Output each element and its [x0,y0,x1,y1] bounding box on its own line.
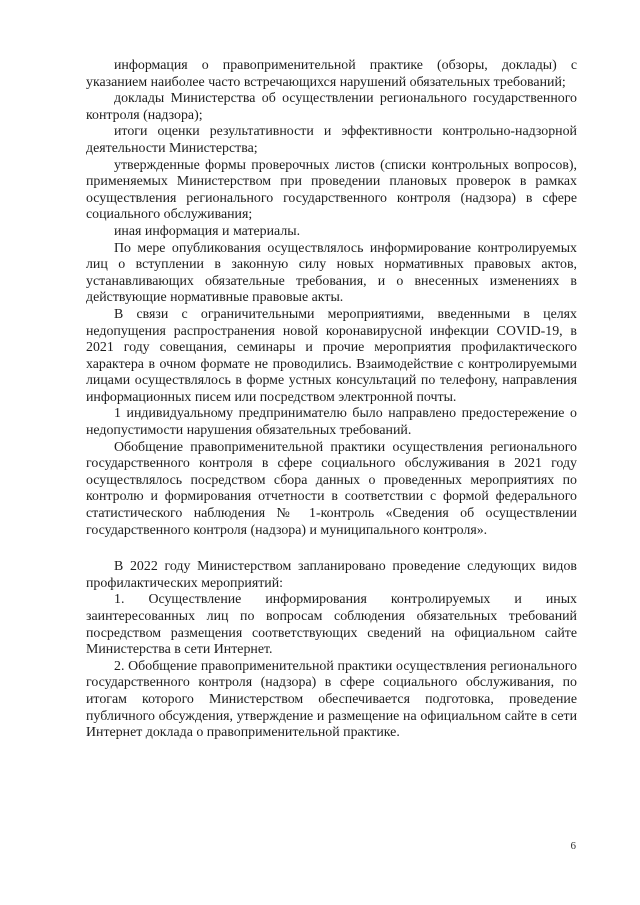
paragraph-covid-restrictions: В связи с ограничительными мероприятиями, введенными в целях недопущения распространения новой коронавирусной инфекции COVID-19, в 2021 году совещания, семинары и прочие мероприятия профилактического характера в очном формате не проводились. Взаимодействие с контролируемыми лицами осуществлялось в форме устных консультаций по телефону, направления информационных писем или посредством электронной почты. [86,306,577,405]
paragraph-ministry-reports: доклады Министерства об осуществлении регионального государственного контроля (надзора); [86,91,577,123]
paragraph-checklist-forms: утвержденные формы проверочных листов (списки контрольных вопросов), применяемых Министерством при проведении плановых проверок в рамках осуществления регионального государственного контроля (надзора) в сфере социального обслуживания; [86,157,577,223]
paragraph-other-info: иная информация и материалы. [114,223,301,239]
document-body [86,58,577,742]
paragraph-evaluation-results: итоги оценки результативности и эффективности контрольно-надзорной деятельности Министерства; [86,124,577,156]
paragraph-warning: 1 индивидуальному предпринимателю было направлено предостережение о недопустимости нарушения обязательных требований. [86,406,577,439]
page-number: 6 [570,840,576,852]
paragraph-generalization: Обобщение правоприменительной практики осуществления регионального государственного контроля в сфере социального обслуживания в 2021 году осуществлялось посредством сбора данных о проведенных мероприятиях по контролю и формирования отчетности в соответствии с формой федерального статистического наблюдения № 1-контроль «Сведения об осуществлении государственного контроля (надзора) и муниципального контроля». [86,439,577,538]
paragraph-informing: По мере опубликования осуществлялось информирование контролируемых лиц о вступлении в законную силу новых нормативных правовых актов, устанавливающих обязательные требования, и о внесенных изменениях в действующие нормативные правовые акты. [86,240,577,306]
list-item-informing: 1. Осуществление информирования контролируемых и иных заинтересованных лиц по вопросам соблюдения обязательных требований посредством размещения соответствующих сведений на официальном сайте Министерства в сети Интернет. [86,592,577,658]
paragraph-plan-2022: В 2022 году Министерством запланировано проведение следующих видов профилактических мероприятий: [86,559,577,591]
list-item-generalization: 2. Обобщение правоприменительной практики осуществления регионального государственного контроля (надзора) в сфере социального обслуживания, по итогам которого Министерством обеспечивается подготовка, проведение публичного обсуждения, утверждение и размещение на официальном сайте в сети Интернет доклада о правоприменительной практике. [86,658,577,741]
paragraph-info-practice: информация о правоприменительной практике (обзоры, доклады) с указанием наиболее часто встречающихся нарушений обязательных требований; [86,58,577,90]
section-gap [86,539,577,559]
